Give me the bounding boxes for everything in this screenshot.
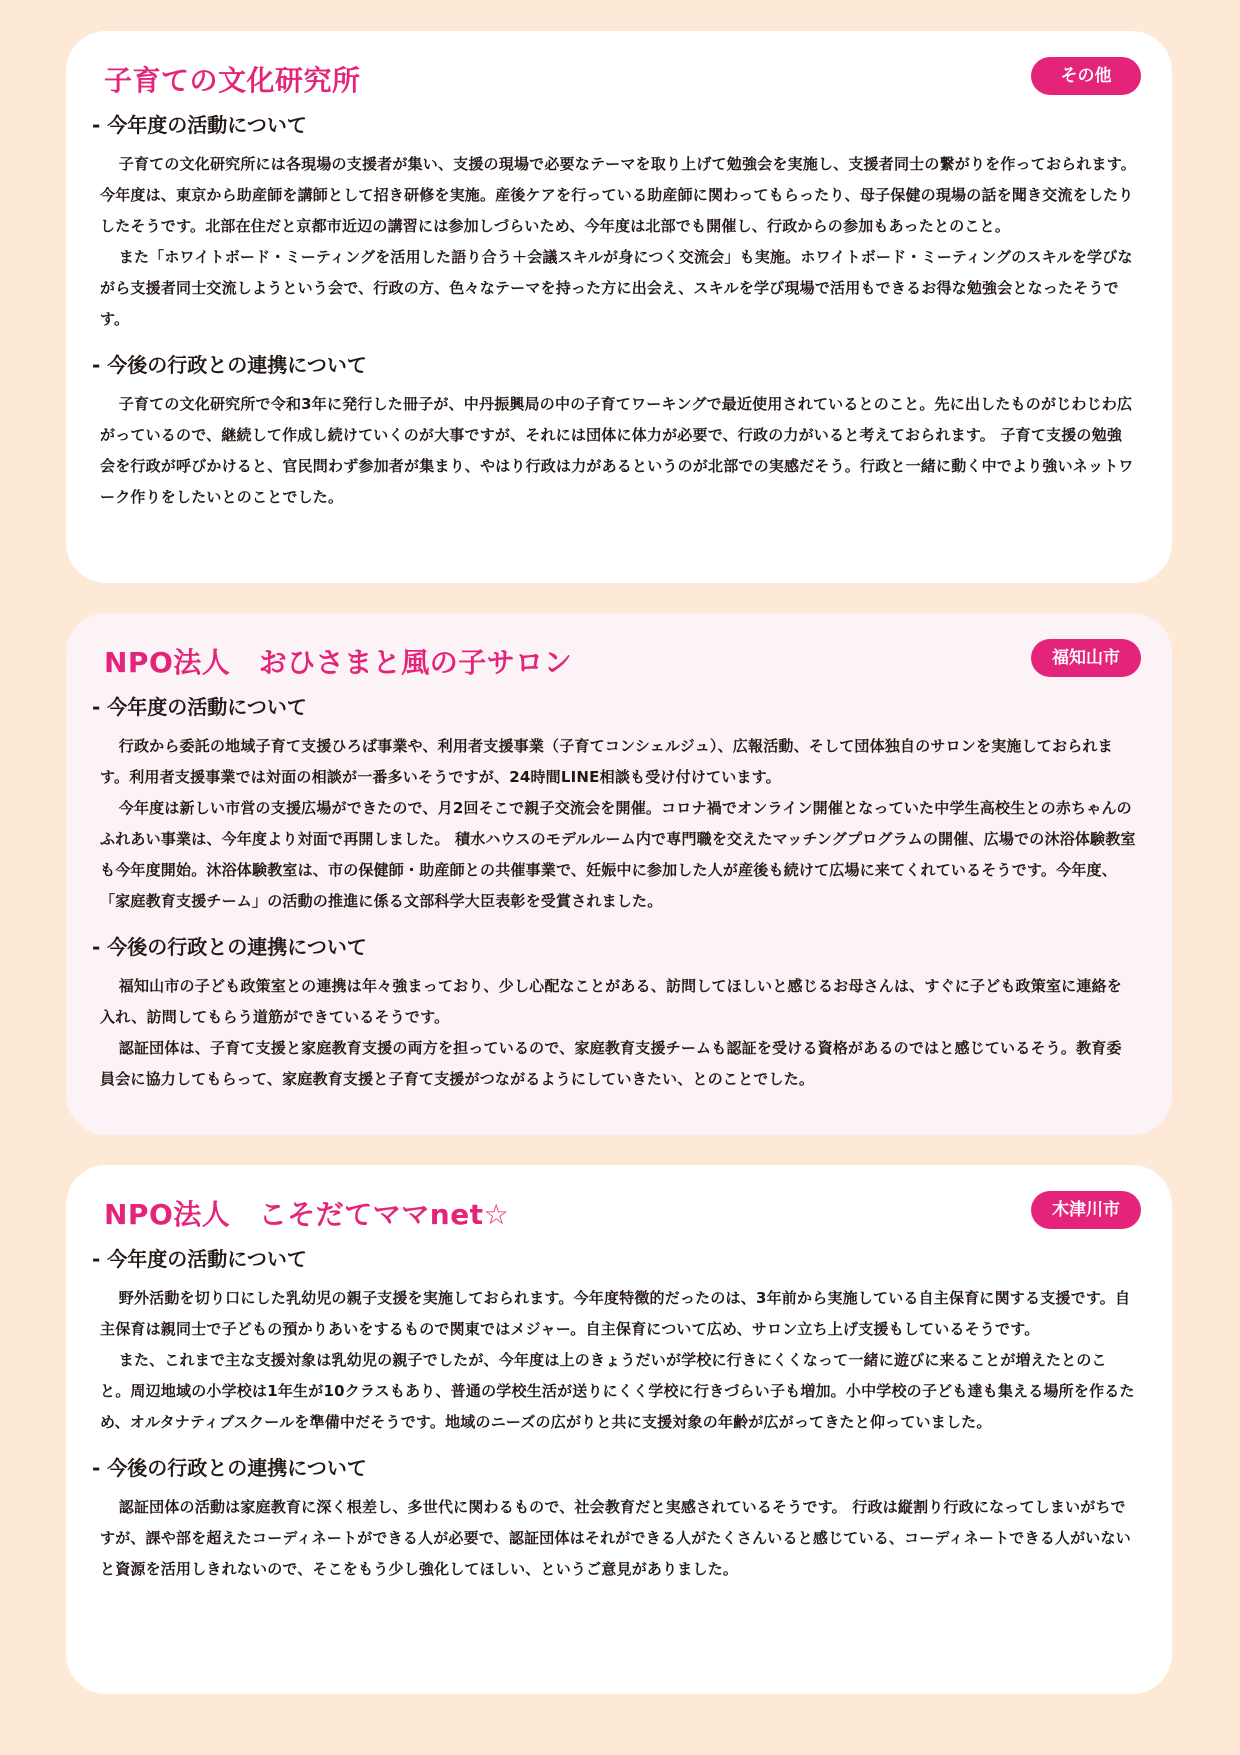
collaboration-section [92, 1452, 1136, 1585]
section-body [92, 971, 1136, 1095]
paragraph: 野外活動を切り口にした乳幼児の親子支援を実施しておられます。今年度特徴的だったのは、3年前から実施している自主保育に関する支援です。自主保育は親同士で子どもの預かりあいをするもので関東ではメジャー。自主保育について広め、サロン立ち上げ支援もしているそうです。 [100, 1289, 1131, 1338]
organization-card [66, 31, 1172, 583]
organization-card [66, 613, 1172, 1135]
paragraph: 認証団体は、子育て支援と家庭教育支援の両方を担っているので、家庭教育支援チームも認証を受ける資格があるのではと感じているそう。教育委員会に協力してもらって、家庭教育支援と子育て支援がつながるようにしていきたい、とのことでした。 [100, 1039, 1122, 1088]
section-heading: - 今後の行政との連携について [92, 1456, 367, 1480]
region-badge: 福知山市 [1031, 639, 1141, 677]
collaboration-section [92, 349, 1136, 513]
activity-section [92, 109, 1136, 335]
section-body [92, 389, 1136, 513]
organization-title: NPO法人 こそだてママnet☆ [104, 1198, 510, 1231]
section-body [92, 731, 1136, 917]
section-heading: - 今年度の活動について [92, 1247, 307, 1271]
region-badge: その他 [1031, 57, 1141, 95]
organization-card [66, 1165, 1172, 1694]
section-heading: - 今年度の活動について [92, 113, 307, 137]
section-heading: - 今年度の活動について [92, 695, 307, 719]
activity-section [92, 1243, 1136, 1438]
activity-section [92, 691, 1136, 917]
section-body [92, 149, 1136, 335]
paragraph: また「ホワイトボード・ミーティングを活用した語り合う＋会議スキルが身につく交流会」も実施。ホワイトボード・ミーティングのスキルを学びながら支援者同士交流しようという会で、行政の方、色々なテーマを持った方に出会え、スキルを学び現場で活用もできるお得な勉強会となったそうです。 [100, 248, 1133, 328]
section-body [92, 1492, 1136, 1585]
paragraph: 認証団体の活動は家庭教育に深く根差し、多世代に関わるもので、社会教育だと実感されているそうです。 行政は縦割り行政になってしまいがちですが、課や部を超えたコーディネートができる人が必要で、認証団体はそれができる人がたくさんいると感じている、コーディネートできる人がいないと資源を活用しきれないので、そこをもう少し強化してほしい、というご意見がありました。 [100, 1498, 1131, 1578]
paragraph: 福知山市の子ども政策室との連携は年々強まっており、少し心配なことがある、訪問してほしいと感じるお母さんは、すぐに子ども政策室に連絡を入れ、訪問してもらう道筋ができているそうです。 [100, 977, 1122, 1026]
paragraph: 今年度は新しい市営の支援広場ができたので、月2回そこで親子交流会を開催。コロナ禍でオンライン開催となっていた中学生高校生との赤ちゃんのふれあい事業は、今年度より対面で再開しました。 積水ハウスのモデルルーム内で専門職を交えたマッチングプログラムの開催、広場での沐浴体験教室も今年度開始。沐浴体験教室は、市の保健師・助産師との共催事業で、妊娠中に参加した人が産後も続けて広場に来てくれているそうです。今年度、「家庭教育支援チーム」の活動の推進に係る文部科学大臣表彰を受賞されました。 [100, 799, 1136, 910]
section-heading: - 今後の行政との連携について [92, 935, 367, 959]
paragraph: 行政から委託の地域子育て支援ひろば事業や、利用者支援事業（子育てコンシェルジュ）、広報活動、そして団体独自のサロンを実施しておられます。利用者支援事業では対面の相談が一番多いそうですが、24時間LINE相談も受け付けています。 [100, 737, 1113, 786]
paragraph: また、これまで主な支援対象は乳幼児の親子でしたが、今年度は上のきょうだいが学校に行きにくくなって一緒に遊びに来ることが増えたとのこと。周辺地域の小学校は1年生が10クラスもあり、普通の学校生活が送りにくく学校に行きづらい子も増加。小中学校の子ども達も集える場所を作るため、オルタナティブスクールを準備中だそうです。地域のニーズの広がりと共に支援対象の年齢が広がってきたと仰っていました。 [100, 1351, 1135, 1431]
organization-title: 子育ての文化研究所 [104, 64, 361, 97]
organization-title: NPO法人 おひさまと風の子サロン [104, 646, 573, 679]
paragraph: 子育ての文化研究所で令和3年に発行した冊子が、中丹振興局の中の子育てワーキングで最近使用されているとのこと。先に出したものがじわじわ広がっているので、継続して作成し続けていくのが大事ですが、それには団体に体力が必要で、行政の力がいると考えておられます。 子育て支援の勉強会を行政が呼びかけると、官民問わず参加者が集まり、やはり行政は力があるというのが北部での実感だそう。行政と一緒に動く中でより強いネットワーク作りをしたいとのことでした。 [100, 395, 1134, 506]
collaboration-section [92, 931, 1136, 1095]
section-heading: - 今後の行政との連携について [92, 353, 367, 377]
section-body [92, 1283, 1136, 1438]
region-badge: 木津川市 [1031, 1191, 1141, 1229]
paragraph: 子育ての文化研究所には各現場の支援者が集い、支援の現場で必要なテーマを取り上げて勉強会を実施し、支援者同士の繋がりを作っておられます。今年度は、東京から助産師を講師として招き研修を実施。産後ケアを行っている助産師に関わってもらったり、母子保健の現場の話を聞き交流をしたりしたそうです。北部在住だと京都市近辺の講習には参加しづらいため、今年度は北部でも開催し、行政からの参加もあったとのこと。 [100, 155, 1136, 235]
